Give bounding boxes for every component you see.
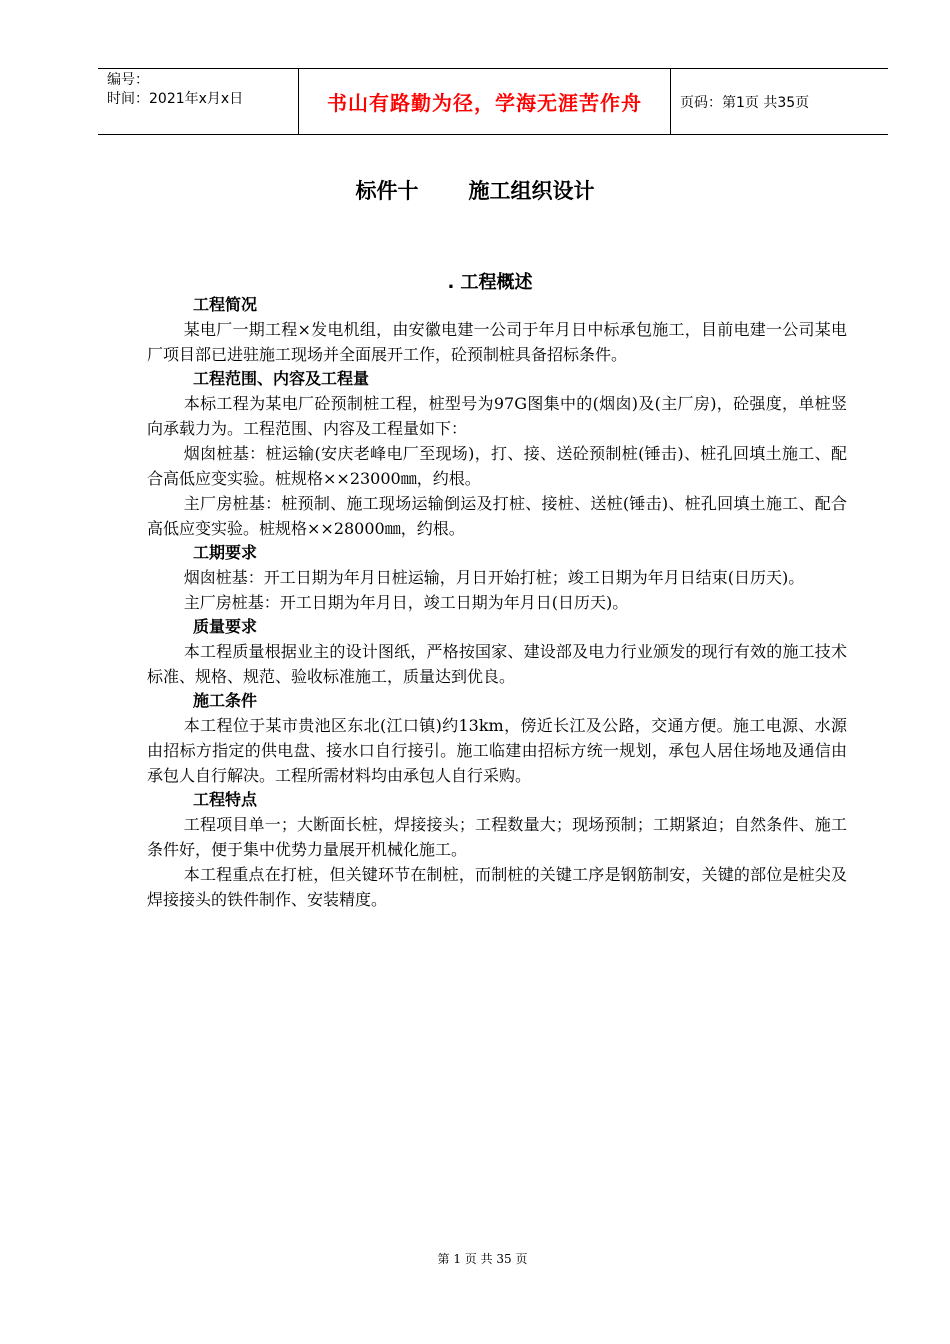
date-line: 时间：2021年x月x日: [107, 91, 244, 107]
subheading-overview: 工程简况: [193, 295, 258, 314]
paragraph: 主厂房桩基：桩预制、施工现场运输倒运及打桩、接桩、送桩(锤击)、桩孔回填土施工、配合高低应变实验。桩规格××28000㎜，约根。: [147, 494, 847, 538]
subheading-schedule: 工期要求: [193, 543, 258, 562]
page-header: [98, 68, 888, 135]
paragraph: 某电厂一期工程×发电机组，由安徽电建一公司于年月日中标承包施工，目前电建一公司某电厂项目部已进驻施工现场并全面展开工作，砼预制桩具备招标条件。: [147, 320, 847, 364]
subheading-features: 工程特点: [193, 790, 258, 809]
paragraph: 本工程位于某市贵池区东北(江口镇)约13km，傍近长江及公路，交通方便。施工电源、水源由招标方指定的供电盘、接水口自行接引。施工临建由招标方统一规划，承包人居住场地及通信由承包人自行解决。工程所需材料均由承包人自行采购。: [147, 716, 847, 785]
document-title: [0, 175, 950, 205]
subheading-scope: 工程范围、内容及工程量: [193, 369, 370, 388]
page-footer: 第 1 页 共 35 页: [437, 1252, 528, 1266]
header-page-info: 页码：第1页 共35页: [680, 94, 810, 111]
section-title: . 工程概述: [447, 272, 533, 293]
paragraph: 烟囱桩基：开工日期为年月日桩运输，月日开始打桩；竣工日期为年月日结束(日历天)。: [183, 568, 805, 587]
document-title-part2: 施工组织设计: [468, 179, 595, 203]
paragraph: 本标工程为某电厂砼预制桩工程，桩型号为97G图集中的(烟囱)及(主厂房)，砼强度，单桩竖向承载力为。工程范围、内容及工程量如下：: [147, 394, 847, 438]
paragraph: 本工程质量根据业主的设计图纸，严格按国家、建设部及电力行业颁发的现行有效的施工技术标准、规格、规范、验收标准施工，质量达到优良。: [147, 642, 847, 686]
serial-number-label: 编号：: [107, 72, 149, 88]
paragraph: 工程项目单一；大断面长桩，焊接接头；工程数量大；现场预制；工期紧迫；自然条件、施工条件好，便于集中优势力量展开机械化施工。: [147, 815, 847, 859]
header-meta: [98, 69, 299, 134]
paragraph: 烟囱桩基：桩运输(安庆老峰电厂至现场)，打、接、送砼预制桩(锤击)、桩孔回填土施工、配合高低应变实验。桩规格××23000㎜，约根。: [147, 444, 847, 488]
document-body: [147, 293, 847, 912]
subheading-quality: 质量要求: [193, 617, 258, 636]
paragraph: 主厂房桩基：开工日期为年月日，竣工日期为年月日(日历天)。: [183, 593, 629, 612]
paragraph: 本工程重点在打桩，但关键环节在制桩，而制桩的关键工序是钢筋制安，关键的部位是桩尖及焊接接头的铁件制作、安装精度。: [147, 865, 847, 909]
document-title-part1: 标件十: [355, 179, 419, 203]
header-motto: 书山有路勤为径，学海无涯苦作舟: [299, 69, 671, 134]
subheading-conditions: 施工条件: [193, 691, 258, 710]
